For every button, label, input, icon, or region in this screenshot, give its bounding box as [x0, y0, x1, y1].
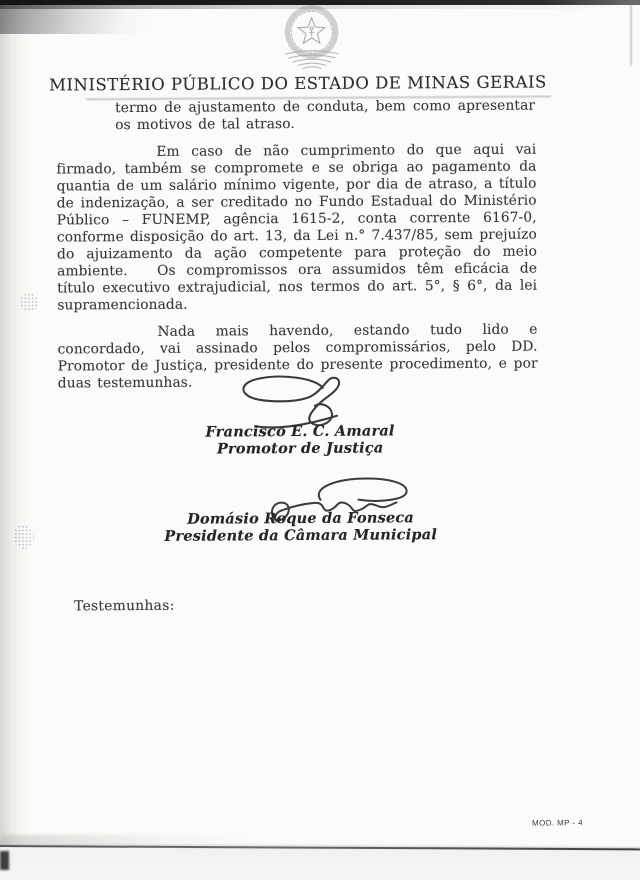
signer-name: Domásio Roque da Fonseca: [187, 509, 415, 528]
scanner-bed-below-page: [0, 847, 640, 880]
halftone-smudge: [20, 293, 39, 312]
scanner-top-edge-shadow: [0, 5, 640, 9]
form-code: MOD. MP - 4: [531, 818, 583, 828]
scanner-left-shadow: [0, 0, 28, 880]
witnesses-label: Testemunhas:: [74, 597, 175, 615]
paragraph-closing: Nada mais havendo, estando tudo lido e concordado, vai assinado pelos compromissários, pelo DD. Promotor de Justiça, presidente do presente procedimento, e por duas testemunhas.: [57, 321, 538, 392]
signature-block-presidente: [151, 510, 451, 545]
scanner-bottom-shadow: [0, 835, 260, 845]
signature-block-promotor: [150, 423, 450, 458]
institution-header: MINISTÉRIO PÚBLICO DO ESTADO DE MINAS GERAIS: [49, 72, 547, 95]
scanner-corner-mark: [0, 851, 9, 870]
signer-role: Presidente da Câmara Municipal: [164, 525, 438, 545]
signer-role: Promotor de Justiça: [216, 438, 384, 458]
paragraph-penalty-clause: Em caso de não cumprimento do que aqui vai firmado, também se compromete e se obriga ao pagamento da quantia de um salário mínimo vigente, por dia de atraso, a título de indenização, a ser creditado no Fundo Estadual do Ministério Público – FUNEMP, agência 1615-2, conta corrente 6167-0, conforme disposição do art. 13, da Lei n.° 7.437/85, sem prejuízo do ajuizamento da ação competente para proteção do meio ambiente.: [56, 141, 538, 280]
paragraph-continuation: termo de ajustamento de conduta, bem como apresentar os motivos de tal atraso.: [115, 97, 536, 134]
page-right-edge-line: [630, 4, 632, 66]
minas-gerais-coat-of-arms-icon: [269, 5, 353, 72]
halftone-smudge: [14, 525, 34, 549]
signer-name: Francisco E. C. Amaral: [205, 422, 395, 441]
paragraph-executive-title-clause: Os compromissos ora assumidos têm eficácia de título executivo extrajudicial, nos termos do art. 5°, § 6°, da lei supramencionada.: [57, 260, 538, 314]
